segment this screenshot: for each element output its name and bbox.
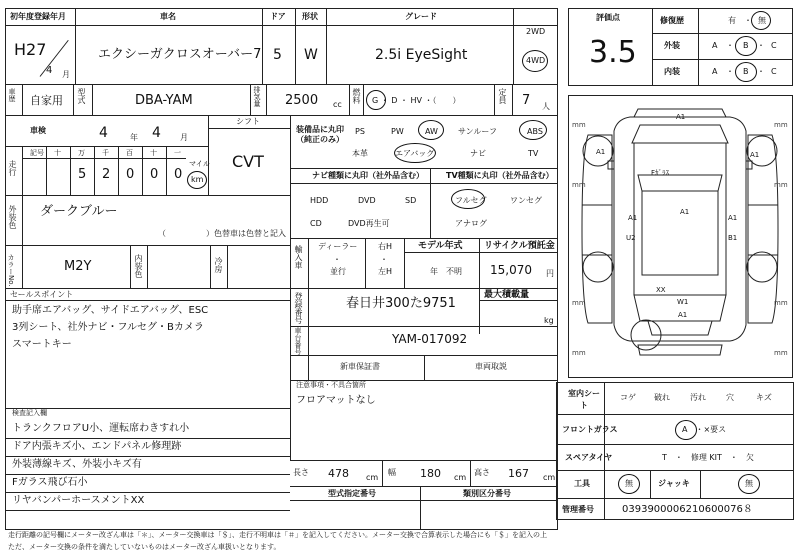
equipment-option: エアバッグ [395, 149, 435, 158]
navi-label: ナビ種類に丸印（社外品含む） [312, 171, 424, 180]
control-label: 管理番号 [562, 505, 594, 514]
notes-value: フロアマットなし [296, 395, 376, 406]
inspector-line: ドア内張キズ小、エンドパネル修理跡 [12, 441, 182, 452]
score-label: 評価点 [596, 13, 620, 22]
notes-label: 注意事項・不具合箇所 [296, 381, 366, 389]
usage-label: 車歴 [8, 88, 16, 102]
door-label: ドア [270, 12, 286, 21]
navi-option: DVD再生可 [348, 219, 390, 228]
mileage-divider [118, 146, 119, 195]
usage-value: 自家用 [30, 94, 63, 107]
length-unit: cm [366, 473, 379, 482]
capacity-value: 7 [522, 93, 531, 108]
length-value: 478 [328, 467, 349, 480]
diagram-unit: mm [572, 181, 586, 189]
km-label: km [191, 175, 204, 184]
score-value: 3.5 [589, 35, 637, 70]
inspector-rule [5, 510, 290, 511]
fuel-label: 燃料 [352, 88, 361, 104]
grade-option: ・ [757, 41, 765, 50]
diagram-damage-mark: Fｶﾞﾗｽ [651, 169, 670, 177]
grade-b-circle [735, 36, 757, 56]
equipment-option: PS [355, 127, 365, 136]
grade-option: ・ [757, 67, 765, 76]
tv-option: ワンセグ [510, 196, 542, 205]
fuel-options: G ・ D ・ HV ・（ ） [372, 96, 461, 105]
grade-option: A [712, 67, 718, 76]
grade-option: B [743, 41, 749, 50]
grade-option: ・ [726, 41, 734, 50]
fullseg-circle [451, 189, 485, 209]
color-no-label: カラーNo. [7, 254, 15, 287]
exterior-grade-label: 外装 [664, 41, 680, 50]
shift-label: シフト [236, 117, 260, 126]
mileage-divider [166, 146, 167, 195]
width-unit: cm [454, 473, 467, 482]
jack-value: 無 [745, 479, 753, 488]
repair-none-circle [751, 11, 771, 30]
grade-option: ・ [726, 67, 734, 76]
first-reg-label: 初年度登録年月 [10, 12, 66, 21]
grade-option: A [712, 41, 718, 50]
sales-point-line: 3列シート、社外ナビ・フルセグ・Bカメラ [12, 322, 204, 333]
chassis-label: 車台番号 [294, 327, 302, 355]
seat-option: コゲ [620, 393, 636, 402]
year-unit: 年 [130, 133, 138, 142]
drive-4wd: 4WD [526, 56, 546, 65]
import-dot: ・ [333, 255, 341, 264]
registration-label: 登録番号 [294, 292, 303, 324]
length-label: 長さ [293, 468, 309, 477]
grade-option: C [771, 67, 777, 76]
mileage-digit: 0 [150, 167, 159, 182]
footer-line-2: ただ、メーター交換の条件を満たしていないものはメーター改ざん車扱いとなります。 [8, 543, 281, 551]
mileage-header-cell: 万 [78, 149, 85, 157]
grade-option: B [743, 67, 749, 76]
shaken-label: 車検 [30, 126, 46, 135]
first-reg-month: 4 [46, 65, 53, 76]
displacement-unit: cc [333, 100, 342, 109]
handle-right: 右H [378, 242, 393, 251]
recycle-label: リサイクル預託金 [484, 241, 555, 251]
class-number-label: 類別区分番号 [463, 489, 511, 498]
equipment-option: サンルーフ [458, 127, 497, 136]
repair-option: 無 [758, 16, 766, 25]
inspector-line: Fガラス飛び石小 [12, 477, 88, 488]
mileage-header-cell: 記号 [30, 149, 44, 157]
diagram-unit: mm [774, 299, 788, 307]
equipment-label-text: 装備品に丸印（純正のみ） [296, 125, 344, 144]
jack-label: ジャッキ [658, 479, 690, 488]
equipment-option: TV [528, 149, 539, 158]
first-reg-month-unit: 月 [62, 70, 70, 79]
width-value: 180 [420, 467, 441, 480]
paint-note: （ ）色替車は色替と記入 [158, 229, 286, 238]
shaken-month: 4 [152, 125, 161, 141]
inspector-line: 外装薄線キズ、外装小キズ有 [12, 459, 142, 470]
inspector-label: 検査記入欄 [12, 409, 47, 417]
diagram-damage-mark: A1 [628, 214, 638, 222]
shape-label: 形状 [302, 12, 318, 21]
footer-line-1: 走行距離の記号欄にメーター改ざん車は「＊」、メーター交換車は「＄」、走行不明車は「＃」を記入してください。メーター交換で合算表示した場合にも「＄」を記入の上 [8, 531, 547, 539]
equipment-option: 本革 [352, 149, 368, 158]
equipment-option: PW [391, 127, 404, 136]
car-diagram [568, 95, 793, 378]
diagram-damage-mark: XX [656, 286, 666, 294]
inspector-rule [5, 438, 290, 439]
width-label: 幅 [388, 468, 396, 477]
equipment-option: ABS [527, 127, 543, 136]
sales-point-line: 助手席エアバッグ、サイドエアバッグ、ESC [12, 305, 209, 316]
navi-option: SD [405, 196, 417, 205]
equipment-circle [418, 120, 444, 140]
shape-value: W [304, 47, 318, 63]
seat-label-text: 室内シート [568, 389, 600, 410]
navi-option: CD [310, 219, 322, 228]
spare-label: スペアタイヤ [565, 453, 613, 462]
mileage-header-cell: 十 [150, 149, 157, 157]
grade-b-circle [735, 62, 757, 82]
seat-option: 穴 [726, 393, 734, 402]
new-warranty-label: 新車保証書 [340, 362, 380, 371]
first-reg-era: H27 [14, 40, 47, 59]
repair-option: 有 [728, 16, 736, 25]
height-unit: cm [543, 473, 556, 482]
diagram-damage-mark: W1 [677, 298, 689, 306]
displacement-label: 排気量 [253, 86, 261, 107]
model-label: 型式 [77, 88, 86, 104]
diagram-unit: mm [572, 349, 586, 357]
color-no-value: M2Y [64, 259, 92, 274]
grade-value: 2.5i EyeSight [375, 47, 468, 63]
shift-value: CVT [232, 152, 264, 171]
model-value: DBA-YAM [135, 93, 193, 108]
repair-option: ・ [744, 16, 752, 25]
diagram-damage-mark: B1 [728, 234, 738, 242]
mileage-divider [142, 146, 143, 195]
diagram-damage-mark: A1 [678, 311, 688, 319]
equipment-option: AW [425, 127, 438, 136]
import-dealer: ディーラー [318, 242, 358, 251]
equipment-label [296, 125, 344, 145]
mileage-digit: 0 [126, 167, 135, 182]
model-year-label: モデル年式 [418, 241, 463, 251]
grade-option: C [771, 41, 777, 50]
mileage-header-cell: 十 [54, 149, 61, 157]
inspector-rule [5, 492, 290, 493]
control-value: 0393900006210600076８ [622, 504, 753, 515]
mileage-header-cell: 一 [174, 149, 181, 157]
equipment-circle [519, 120, 547, 140]
navi-option: HDD [310, 196, 329, 205]
mileage-label: 走行 [8, 160, 17, 176]
mileage-divider [94, 146, 95, 195]
diagram-unit: mm [774, 181, 788, 189]
equipment-option: ナビ [470, 149, 486, 158]
tools-label: 工具 [574, 479, 590, 488]
diagram-unit: mm [774, 121, 788, 129]
handle-left: 左H [378, 267, 393, 276]
drive-2wd: 2WD [526, 27, 546, 36]
recycle-unit: 円 [546, 269, 554, 278]
import-parallel: 並行 [330, 267, 346, 276]
tv-option: アナログ [455, 219, 487, 228]
max-load-label: 最大積載量 [484, 290, 530, 300]
handle-dot: ・ [380, 255, 388, 264]
grade-label: グレード [405, 12, 437, 21]
diagram-unit: mm [572, 299, 586, 307]
interior-grade-label: 内装 [664, 67, 680, 76]
seat-label [566, 388, 602, 412]
navi-option: DVD [358, 196, 376, 205]
diagram-unit: mm [572, 121, 586, 129]
windshield-options: A ・×要ス [682, 425, 727, 434]
mile-label: マイル [189, 160, 210, 168]
spare-options: T ・ 修理 KIT ・ 欠 [662, 453, 754, 462]
import-label: 輸入車 [294, 245, 303, 269]
sales-points-label: セールスポイント [10, 290, 74, 299]
capacity-label: 定員 [498, 88, 507, 104]
diagram-damage-mark: A1 [728, 214, 738, 222]
height-label: 高さ [474, 468, 490, 477]
mileage-header-cell: 百 [126, 149, 133, 157]
interior-color-label: 内装色 [134, 254, 143, 278]
inspector-line: リヤバンパーホースメントXX [12, 495, 145, 506]
max-load-unit: kg [544, 316, 554, 325]
fridge-label: 冷房 [214, 257, 223, 273]
tools-value: 無 [625, 479, 633, 488]
recycle-value: 15,070 [490, 263, 532, 277]
type-designation-label: 型式指定番号 [328, 489, 376, 498]
car-name-label: 車名 [160, 12, 176, 21]
windshield-label: フロントガラス [562, 425, 618, 434]
tv-option: フルセグ [455, 196, 487, 205]
inspector-line: トランクフロアU小、運転席わきすれ小 [12, 423, 190, 434]
car-name-value: エクシーガクロスオーバー7 [98, 47, 262, 62]
chassis-value: YAM-017092 [392, 332, 468, 346]
manual-label: 車両取説 [475, 362, 507, 371]
height-value: 167 [508, 467, 529, 480]
mileage-digit: 0 [174, 167, 183, 182]
seat-option: キズ [756, 393, 772, 402]
diagram-unit: mm [774, 349, 788, 357]
capacity-unit: 人 [542, 102, 550, 111]
inspector-rule [5, 456, 290, 457]
diagram-damage-mark: U2 [626, 234, 636, 242]
tv-label: TV種類に丸印（社外品含む） [446, 171, 554, 180]
seat-option: 汚れ [690, 393, 706, 402]
shaken-year: 4 [99, 125, 108, 141]
exterior-color-value: ダークブルー [40, 204, 118, 219]
sales-point-line: スマートキー [12, 339, 72, 350]
registration-value: 春日井300た9751 [346, 296, 456, 311]
equipment-circle [394, 143, 436, 163]
diagram-damage-mark: A1 [680, 208, 690, 216]
month-unit: 月 [180, 133, 188, 142]
mileage-divider [46, 146, 47, 195]
mileage-header-cell: 千 [102, 149, 109, 157]
door-value: 5 [273, 47, 282, 63]
inspector-rule [5, 474, 290, 475]
mileage-divider [70, 146, 71, 195]
repair-label: 修復歴 [660, 16, 684, 25]
mileage-digit: 2 [102, 167, 111, 182]
seat-option: 破れ [654, 393, 670, 402]
displacement-value: 2500 [285, 93, 319, 108]
exterior-color-label: 外装色 [8, 205, 17, 229]
mileage-digit: 5 [78, 167, 87, 182]
model-year-value: 年 不明 [430, 267, 462, 276]
diagram-damage-mark: A1 [596, 148, 606, 156]
diagram-damage-mark: A1 [750, 151, 760, 159]
diagram-damage-mark: A1 [676, 113, 686, 121]
